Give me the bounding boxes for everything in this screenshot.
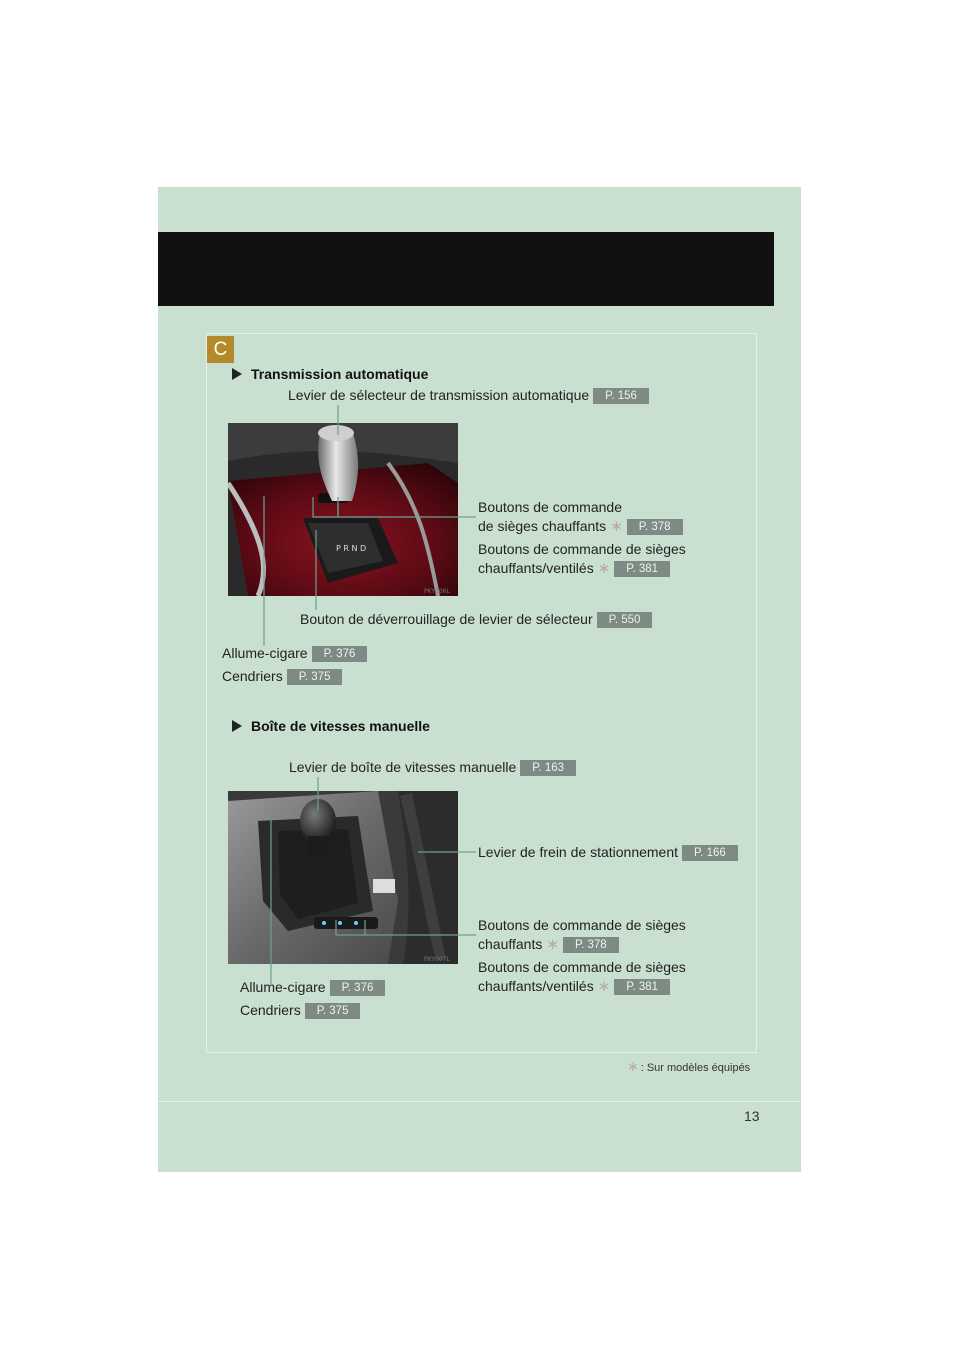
auto-selector-label: Levier de sélecteur de transmission automatique [288,387,590,403]
header-band [158,232,774,306]
auto-ashtray-ref[interactable]: P. 375 [287,669,343,685]
manual-heated-ref[interactable]: P. 378 [563,937,619,953]
manual-ashtray-callout [240,1001,360,1020]
auto-heated-ref[interactable]: P. 378 [627,519,683,535]
auto-console-illustration [228,423,458,596]
manual-heated-callout [478,935,619,954]
manual-photo-code: PKY007L [424,956,450,963]
manual-shift-label: Levier de boîte de vitesses manuelle [289,759,517,775]
footer-divider [158,1101,801,1102]
auto-ashtray-callout [222,667,342,686]
auto-heated-label-2: de sièges chauffants [478,518,607,534]
manual-lighter-label: Allume-cigare [240,979,326,995]
manual-ventilated-label-2: chauffants/ventilés [478,978,594,994]
auto-console-photo [228,423,458,596]
auto-unlock-ref[interactable]: P. 550 [597,612,653,628]
auto-selector-ref[interactable]: P. 156 [593,388,649,404]
auto-selector-callout [288,386,649,405]
auto-lighter-ref[interactable]: P. 376 [312,646,368,662]
auto-ventilated-label-1: Boutons de commande de sièges [478,541,686,557]
manual-heated-label-1: Boutons de commande de sièges [478,917,686,933]
asterisk-icon: ∗ [610,518,623,535]
auto-ashtray-label: Cendriers [222,668,283,684]
auto-unlock-label: Bouton de déverrouillage de levier de sélecteur [300,611,593,627]
footnote [627,1058,750,1075]
auto-heated-callout [478,517,683,536]
manual-heading [232,718,430,734]
auto-ventilated-callout [478,559,670,578]
triangle-bullet-icon [232,368,242,380]
triangle-bullet-icon [232,720,242,732]
asterisk-icon: ∗ [597,978,611,995]
asterisk-icon: ∗ [546,936,559,953]
section-tab: C [207,336,234,363]
svg-text:P R N D: P R N D [336,544,367,553]
manual-lighter-callout [240,978,385,997]
asterisk-icon: ∗ [627,1058,639,1074]
manual-ventilated-callout [478,977,670,996]
manual-ashtray-label: Cendriers [240,1002,301,1018]
manual-ventilated-label-1: Boutons de commande de sièges [478,959,686,975]
auto-heated-label-1: Boutons de commande [478,499,622,515]
page-number: 13 [744,1108,760,1124]
manual-brake-ref[interactable]: P. 166 [682,845,738,861]
manual-console-illustration [228,791,458,964]
manual-heading-text: Boîte de vitesses manuelle [251,718,430,734]
manual-brake-label: Levier de frein de stationnement [478,844,679,860]
auto-lighter-label: Allume-cigare [222,645,308,661]
auto-ventilated-ref[interactable]: P. 381 [614,561,670,577]
manual-heated-label-2: chauffants [478,936,543,952]
auto-lighter-callout [222,644,367,663]
asterisk-icon: ∗ [597,560,611,577]
manual-shift-callout [289,758,576,777]
footnote-text: : Sur modèles équipés [640,1062,751,1074]
manual-lighter-ref[interactable]: P. 376 [330,980,386,996]
manual-console-photo [228,791,458,964]
auto-ventilated-label-2: chauffants/ventilés [478,560,594,576]
auto-heading [232,366,428,382]
manual-ashtray-ref[interactable]: P. 375 [305,1003,361,1019]
manual-brake-callout [478,843,738,862]
auto-heading-text: Transmission automatique [251,366,429,382]
manual-shift-ref[interactable]: P. 163 [520,760,576,776]
auto-unlock-callout [300,610,652,629]
manual-ventilated-ref[interactable]: P. 381 [614,979,670,995]
auto-photo-code: PKY006L [424,588,450,595]
